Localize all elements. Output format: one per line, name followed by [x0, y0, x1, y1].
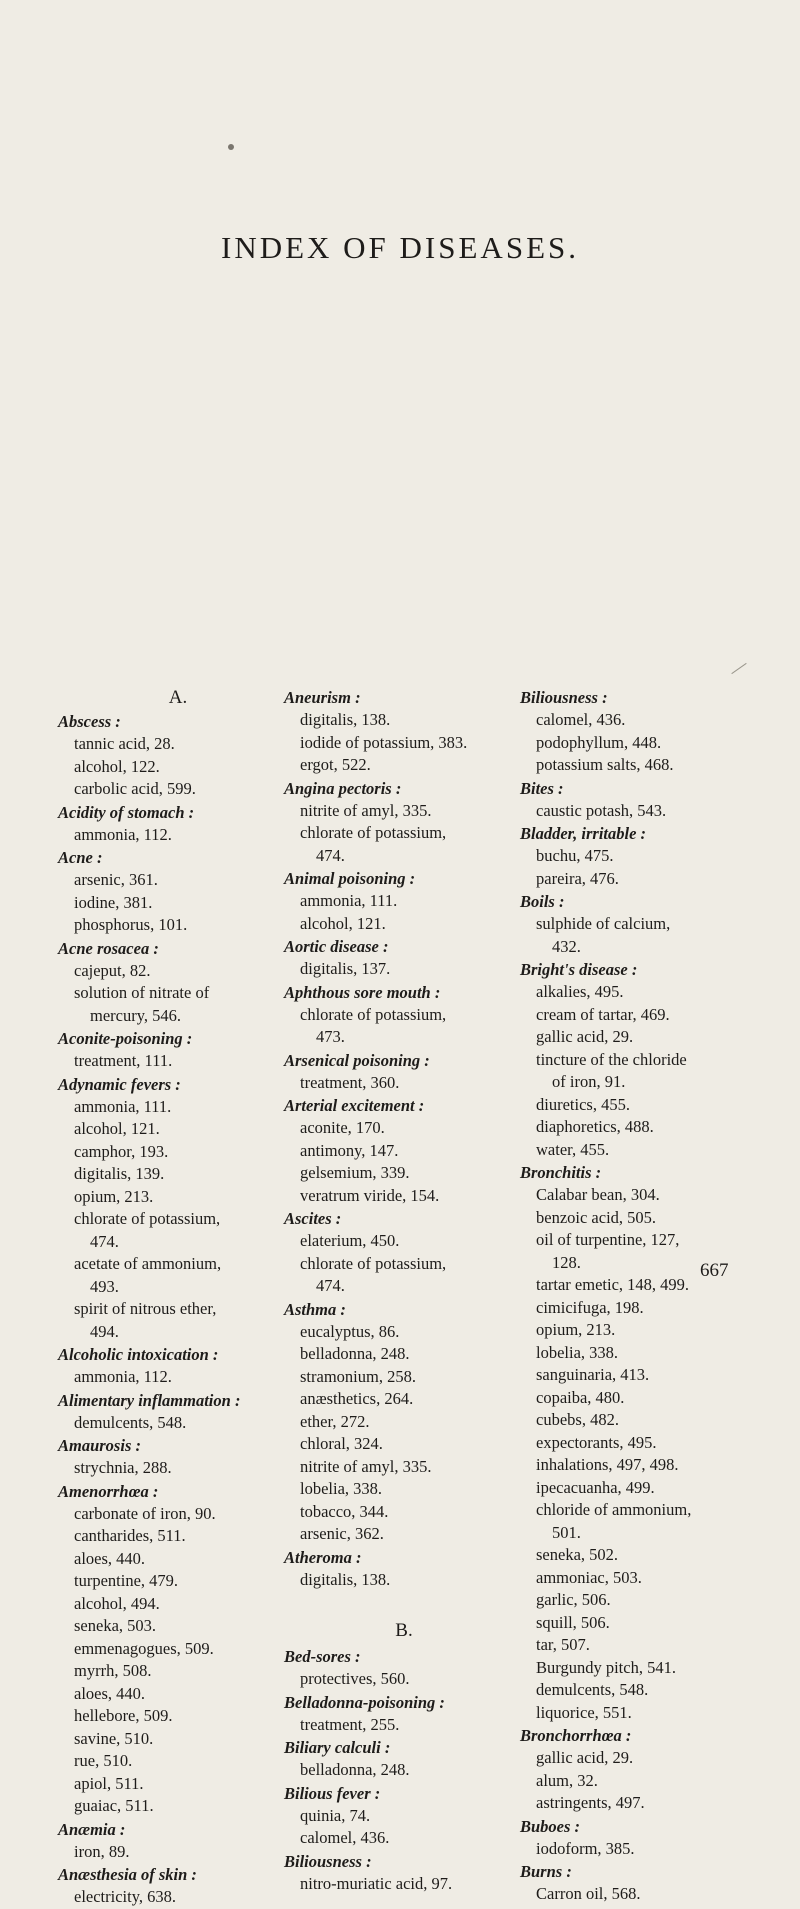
remedy-entry: ipecacuanha, 499.: [536, 1477, 655, 1497]
remedy-entry: cubebs, 482.: [536, 1410, 619, 1429]
remedy-entry: mercury, 546.: [90, 1005, 182, 1025]
remedy-entry: alkalies, 495.: [536, 982, 624, 1001]
disease-heading: Atheroma :: [284, 1547, 362, 1567]
remedy-entry: cantharides, 511.: [74, 1526, 186, 1545]
remedy-entry: demulcents, 548.: [74, 1412, 187, 1432]
remedy-entry: alcohol, 121.: [74, 1119, 160, 1138]
disease-heading: Acne rosacea :: [58, 938, 159, 958]
remedy-entry: chlorate of potassium,: [300, 1004, 447, 1024]
remedy-entry: anæsthetics, 264.: [300, 1389, 414, 1408]
disease-heading: Biliary calculi :: [284, 1738, 391, 1757]
remedy-entry: gallic acid, 29.: [536, 1748, 634, 1767]
remedy-entry: cajeput, 82.: [74, 960, 151, 980]
disease-heading: Angina pectoris :: [284, 778, 402, 798]
remedy-entry: tannic acid, 28.: [74, 734, 175, 753]
remedy-entry: pareira, 476.: [536, 868, 619, 888]
remedy-entry: ether, 272.: [300, 1411, 370, 1431]
remedy-entry: nitro-muriatic acid, 97.: [300, 1873, 453, 1893]
disease-heading: Acidity of stomach :: [58, 802, 195, 822]
index-column-2: [284, 686, 524, 1895]
remedy-entry: cream of tartar, 469.: [536, 1004, 670, 1024]
remedy-entry: 501.: [552, 1522, 581, 1542]
disease-heading: Burns :: [520, 1862, 572, 1881]
remedy-entry: 474.: [316, 845, 345, 865]
disease-heading: Alimentary inflammation :: [58, 1390, 241, 1410]
disease-heading: Animal poisoning :: [284, 869, 416, 888]
remedy-entry: ammonia, 112.: [74, 824, 172, 844]
disease-heading: Bladder, irritable :: [520, 824, 647, 843]
disease-heading: Bites :: [520, 778, 564, 798]
remedy-entry: 473.: [316, 1027, 345, 1046]
remedy-entry: iron, 89.: [74, 1841, 130, 1861]
remedy-entry: digitalis, 138.: [300, 1569, 391, 1589]
remedy-entry: guaiac, 511.: [74, 1796, 154, 1815]
remedy-entry: sanguinaria, 413.: [536, 1365, 650, 1384]
disease-heading: Anæmia :: [58, 1819, 126, 1839]
remedy-entry: Burgundy pitch, 541.: [536, 1657, 676, 1677]
disease-heading: Amenorrhœa :: [58, 1481, 159, 1501]
disease-heading: Biliousness :: [284, 1851, 372, 1871]
index-column-3: [520, 686, 760, 1906]
remedy-entry: of iron, 91.: [552, 1072, 626, 1091]
remedy-entry: gallic acid, 29.: [536, 1027, 634, 1046]
pencil-mark: [731, 663, 746, 674]
remedy-entry: turpentine, 479.: [74, 1571, 179, 1590]
remedy-entry: expectorants, 495.: [536, 1432, 657, 1452]
remedy-entry: caustic potash, 543.: [536, 800, 667, 820]
remedy-entry: copaiba, 480.: [536, 1387, 625, 1407]
disease-heading: Anæsthesia of skin :: [58, 1865, 197, 1884]
remedy-entry: iodoform, 385.: [536, 1838, 635, 1858]
remedy-entry: chloride of ammonium,: [536, 1500, 692, 1519]
disease-heading: Buboes :: [520, 1816, 581, 1836]
remedy-entry: aloes, 440.: [74, 1548, 146, 1568]
remedy-entry: alcohol, 494.: [74, 1593, 160, 1613]
remedy-entry: digitalis, 137.: [300, 959, 391, 978]
remedy-entry: carbonate of iron, 90.: [74, 1503, 216, 1523]
remedy-entry: emmenagogues, 509.: [74, 1638, 214, 1658]
remedy-entry: nitrite of amyl, 335.: [300, 800, 432, 820]
remedy-entry: potassium salts, 468.: [536, 755, 674, 774]
disease-heading: Aortic disease :: [284, 937, 389, 956]
remedy-entry: Calabar bean, 304.: [536, 1185, 660, 1204]
remedy-entry: electricity, 638.: [74, 1887, 177, 1906]
disease-heading: Bronchitis :: [520, 1163, 602, 1182]
remedy-entry: seneka, 502.: [536, 1545, 619, 1564]
remedy-entry: cimicifuga, 198.: [536, 1297, 644, 1317]
remedy-entry: 494.: [90, 1321, 119, 1341]
remedy-entry: chloral, 324.: [300, 1434, 383, 1453]
remedy-entry: arsenic, 362.: [300, 1524, 384, 1543]
remedy-entry: arsenic, 361.: [74, 870, 158, 889]
remedy-entry: tincture of the chloride: [536, 1049, 687, 1069]
remedy-entry: lobelia, 338.: [300, 1479, 383, 1498]
remedy-entry: ammonia, 111.: [74, 1096, 172, 1116]
remedy-entry: diaphoretics, 488.: [536, 1117, 654, 1136]
remedy-entry: 474.: [90, 1231, 119, 1251]
remedy-entry: antimony, 147.: [300, 1140, 399, 1160]
remedy-entry: aconite, 170.: [300, 1118, 385, 1137]
disease-heading: Bright's disease :: [520, 960, 638, 979]
disease-heading: Amaurosis :: [58, 1436, 141, 1455]
remedy-entry: podophyllum, 448.: [536, 732, 662, 752]
disease-heading: Adynamic fevers :: [58, 1074, 181, 1094]
remedy-entry: seneka, 503.: [74, 1616, 157, 1635]
remedy-entry: strychnia, 288.: [74, 1458, 172, 1477]
remedy-entry: gelsemium, 339.: [300, 1163, 410, 1182]
remedy-entry: 432.: [552, 936, 581, 956]
remedy-entry: camphor, 193.: [74, 1141, 169, 1161]
remedy-entry: calomel, 436.: [300, 1828, 390, 1847]
remedy-entry: stramonium, 258.: [300, 1366, 416, 1386]
remedy-entry: solution of nitrate of: [74, 983, 210, 1002]
remedy-entry: opium, 213.: [74, 1186, 154, 1206]
index-column-1: [58, 686, 298, 1909]
remedy-entry: chlorate of potassium,: [74, 1209, 221, 1228]
remedy-entry: astringents, 497.: [536, 1793, 645, 1812]
remedy-entry: calomel, 436.: [536, 710, 626, 729]
remedy-entry: 128.: [552, 1252, 581, 1272]
remedy-entry: myrrh, 508.: [74, 1661, 152, 1680]
remedy-entry: spirit of nitrous ether,: [74, 1299, 217, 1318]
disease-heading: Aphthous sore mouth :: [284, 982, 441, 1002]
disease-heading: Bed-sores :: [284, 1647, 361, 1666]
remedy-entry: belladonna, 248.: [300, 1344, 410, 1363]
disease-heading: Arterial excitement :: [284, 1096, 425, 1115]
remedy-entry: demulcents, 548.: [536, 1680, 649, 1699]
remedy-entry: iodine, 381.: [74, 892, 153, 912]
remedy-entry: digitalis, 138.: [300, 710, 391, 729]
disease-heading: Bronchorrhœa :: [520, 1726, 632, 1745]
remedy-entry: ammoniac, 503.: [536, 1567, 642, 1587]
remedy-entry: iodide of potassium, 383.: [300, 732, 468, 752]
remedy-entry: oil of turpentine, 127,: [536, 1230, 680, 1249]
ink-speck: [228, 144, 234, 150]
remedy-entry: tobacco, 344.: [300, 1501, 389, 1521]
disease-heading: Arsenical poisoning :: [284, 1050, 430, 1070]
remedy-entry: elaterium, 450.: [300, 1231, 400, 1250]
remedy-entry: alcohol, 121.: [300, 913, 386, 933]
disease-heading: Abscess :: [58, 712, 121, 731]
remedy-entry: alcohol, 122.: [74, 756, 160, 776]
remedy-entry: veratrum viride, 154.: [300, 1185, 440, 1205]
remedy-entry: hellebore, 509.: [74, 1706, 173, 1725]
disease-heading: Asthma :: [284, 1299, 346, 1319]
remedy-entry: digitalis, 139.: [74, 1164, 165, 1183]
remedy-entry: buchu, 475.: [536, 846, 614, 865]
remedy-entry: treatment, 360.: [300, 1072, 400, 1092]
section-letter: B.: [395, 1620, 413, 1641]
remedy-entry: garlic, 506.: [536, 1590, 611, 1609]
disease-heading: Aconite-poisoning :: [58, 1029, 193, 1048]
remedy-entry: savine, 510.: [74, 1728, 154, 1748]
remedy-entry: tartar emetic, 148, 499.: [536, 1275, 690, 1294]
remedy-entry: opium, 213.: [536, 1320, 616, 1339]
remedy-entry: carbolic acid, 599.: [74, 779, 196, 798]
disease-heading: Bilious fever :: [284, 1783, 381, 1803]
remedy-entry: belladonna, 248.: [300, 1760, 410, 1779]
remedy-entry: squill, 506.: [536, 1612, 610, 1632]
remedy-entry: quinia, 74.: [300, 1805, 371, 1825]
remedy-entry: aloes, 440.: [74, 1683, 146, 1703]
remedy-entry: tar, 507.: [536, 1635, 590, 1654]
disease-heading: Ascites :: [284, 1209, 342, 1228]
remedy-entry: Carron oil, 568.: [536, 1884, 641, 1903]
remedy-entry: ergot, 522.: [300, 755, 371, 774]
remedy-entry: treatment, 255.: [300, 1714, 400, 1734]
remedy-entry: liquorice, 551.: [536, 1702, 632, 1722]
remedy-entry: ammonia, 111.: [300, 891, 398, 910]
disease-heading: Boils :: [520, 892, 565, 911]
disease-heading: Aneurism :: [284, 688, 361, 707]
disease-heading: Belladonna-poisoning :: [284, 1692, 445, 1712]
remedy-entry: sulphide of calcium,: [536, 914, 671, 933]
remedy-entry: lobelia, 338.: [536, 1342, 619, 1362]
remedy-entry: nitrite of amyl, 335.: [300, 1456, 432, 1476]
remedy-entry: acetate of ammonium,: [74, 1254, 222, 1273]
disease-heading: Acne :: [58, 848, 103, 867]
remedy-entry: 493.: [90, 1276, 119, 1296]
remedy-entry: benzoic acid, 505.: [536, 1207, 657, 1227]
remedy-entry: protectives, 560.: [300, 1669, 410, 1688]
remedy-entry: chlorate of potassium,: [300, 823, 447, 842]
remedy-entry: 474.: [316, 1276, 345, 1295]
remedy-entry: apiol, 511.: [74, 1773, 144, 1793]
section-letter: A.: [168, 687, 188, 708]
disease-heading: Alcoholic intoxication :: [58, 1345, 219, 1364]
remedy-entry: ammonia, 112.: [74, 1367, 172, 1386]
remedy-entry: chlorate of potassium,: [300, 1253, 447, 1273]
disease-heading: Biliousness :: [520, 688, 608, 707]
remedy-entry: phosphorus, 101.: [74, 915, 188, 934]
remedy-entry: inhalations, 497, 498.: [536, 1455, 679, 1474]
page-title: INDEX OF DISEASES.: [221, 230, 579, 265]
remedy-entry: diuretics, 455.: [536, 1094, 630, 1114]
remedy-entry: rue, 510.: [74, 1751, 133, 1770]
page-number: 667: [700, 1260, 729, 1281]
remedy-entry: eucalyptus, 86.: [300, 1321, 400, 1341]
remedy-entry: treatment, 111.: [74, 1051, 173, 1070]
remedy-entry: alum, 32.: [536, 1770, 598, 1790]
remedy-entry: water, 455.: [536, 1139, 610, 1159]
